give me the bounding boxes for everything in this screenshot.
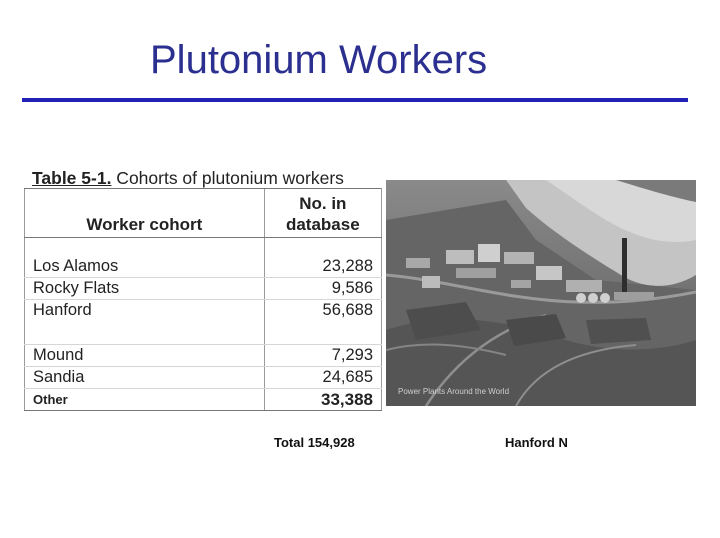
- table-row: [25, 300, 382, 345]
- table-row: [25, 367, 382, 389]
- cohort-name: Rocky Flats: [25, 278, 265, 300]
- table-caption: [32, 168, 344, 189]
- cohort-count: 23,288: [264, 256, 381, 278]
- table-row: [25, 345, 382, 367]
- table-caption-text: Cohorts of plutonium workers: [111, 168, 344, 188]
- hanford-aerial-illustration: [386, 180, 696, 406]
- cohort-name: Other: [25, 389, 265, 411]
- table-row: [25, 278, 382, 300]
- slide-title: Plutonium Workers: [150, 38, 488, 82]
- cohort-count: 24,685: [264, 367, 381, 389]
- cohort-count: 33,388: [264, 389, 381, 411]
- table-total: Total 154,928: [274, 435, 355, 450]
- cohort-count: 9,586: [264, 278, 381, 300]
- title-divider: [22, 98, 688, 102]
- cohort-name: Hanford: [25, 300, 265, 345]
- cohort-name: Sandia: [25, 367, 265, 389]
- table-caption-label: Table 5-1.: [32, 168, 112, 188]
- cohort-name: Mound: [25, 345, 265, 367]
- table-row: [25, 256, 382, 278]
- photo-watermark: Power Plants Around the World: [398, 387, 510, 396]
- cohort-table: [24, 188, 382, 411]
- hanford-aerial-photo: [386, 180, 696, 406]
- cohort-count: 56,688: [264, 300, 381, 345]
- column-header-count: No. in database: [264, 189, 381, 238]
- photo-caption: Hanford N: [505, 435, 568, 450]
- table-row: [25, 389, 382, 411]
- cohort-name: Los Alamos: [25, 256, 265, 278]
- column-header-cohort: Worker cohort: [25, 189, 265, 238]
- cohort-count: 7,293: [264, 345, 381, 367]
